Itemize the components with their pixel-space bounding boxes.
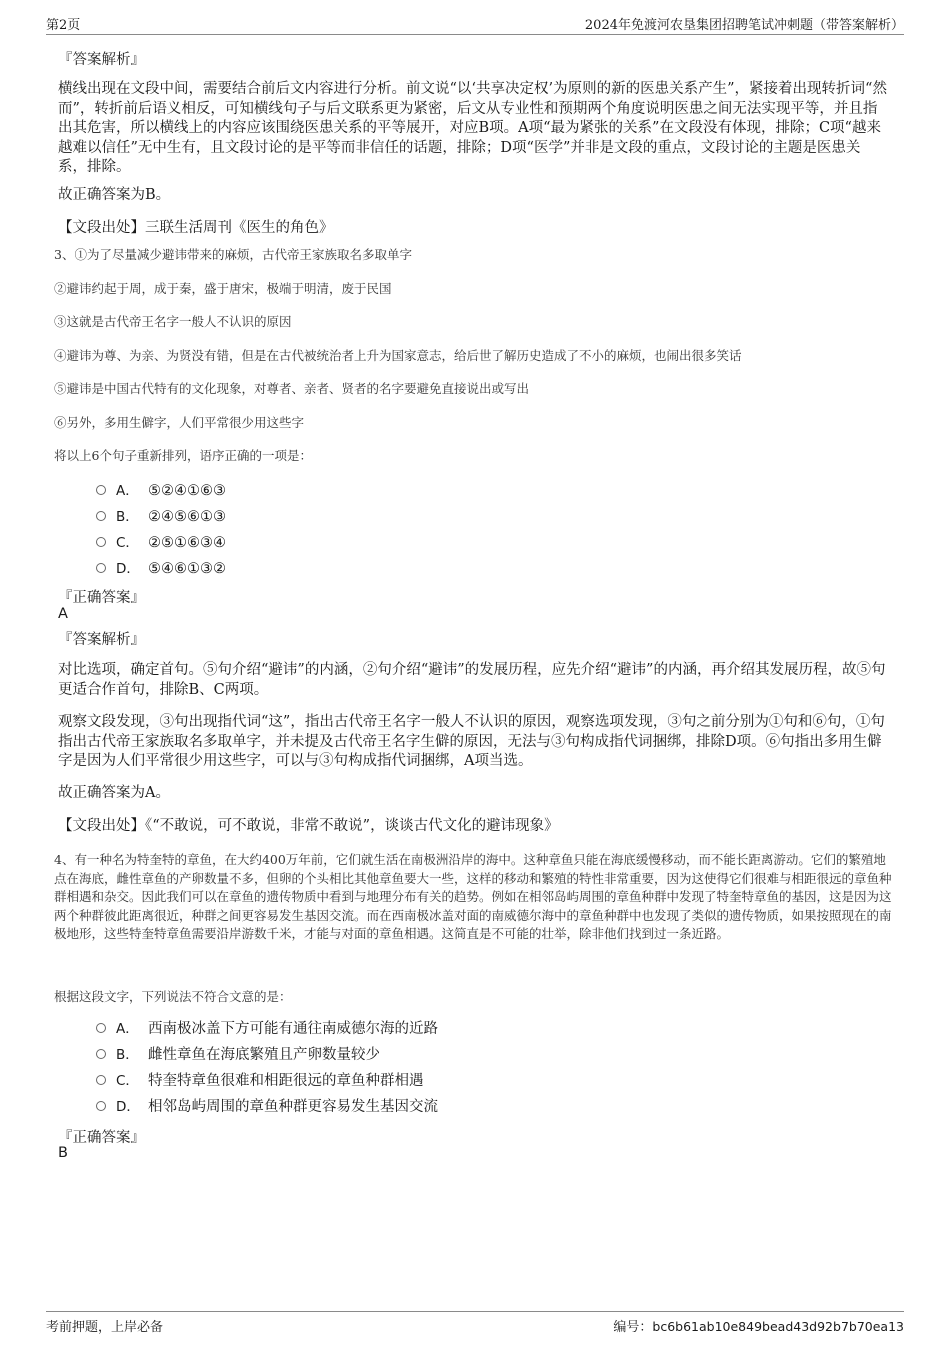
conclusion: 故正确答案为B。 (58, 187, 171, 203)
answer-value: A (58, 606, 68, 622)
footer-slogan: 考前押题，上岸必备 (46, 1320, 164, 1335)
option-b[interactable]: B． ②④⑤⑥①③ (96, 507, 226, 527)
conclusion: 故正确答案为A。 (58, 785, 170, 801)
radio-icon[interactable] (96, 563, 106, 573)
document-title: 2024年免渡河农垦集团招聘笔试冲刺题（带答案解析） (584, 18, 904, 33)
radio-icon[interactable] (96, 1101, 106, 1111)
option-d[interactable]: D． 相邻岛屿周围的章鱼种群更容易发生基因交流 (96, 1097, 438, 1117)
question-prompt: 将以上6个句子重新排列，语序正确的一项是： (54, 448, 312, 463)
answer-value: B (58, 1145, 68, 1161)
question-line: 3、①为了尽量减少避讳带来的麻烦，古代帝王家族取名多取单字 (54, 247, 412, 262)
option-c[interactable]: C． 特奎特章鱼很难和相距很远的章鱼种群相遇 (96, 1071, 424, 1091)
option-c[interactable]: C． ②⑤①⑥③④ (96, 533, 226, 553)
question-prompt: 根据这段文字，下列说法不符合文意的是： (54, 989, 292, 1004)
question-passage: 4、有一种名为特奎特的章鱼，在大约400万年前，它们就生活在南极洲沿岸的海中。这种章鱼只能在海底缓慢移动，而不能长距离游动。它们的繁殖地点在海底，雌性章鱼的产卵数量不多，但卵的个头相比其他章鱼要大一些，这样的移动和繁殖的特性非常重要，因为这使得它们很难与相距很远的章鱼种群相遇和杂交。因此我们可以在章鱼的遗传物质中看到与地理分布有关的趋势。例如在相邻岛屿周围的章鱼种群中发现了特奎特章鱼的基因，这是因为这两个种群彼此距离很近，种群之间更容易发生基因交流。而在西南极冰盖对面的南威德尔海中的章鱼种群中也发现了类似的遗传物质，如果按照现在的南极地形，这些特奎特章鱼需要沿岸游数千米，才能与对面的章鱼相遇。这简直是不可能的壮举，除非他们找到过一条近路。 (54, 852, 892, 941)
answer-heading: 『正确答案』 (58, 1130, 145, 1146)
analysis-heading: 『答案解析』 (58, 52, 145, 68)
radio-icon[interactable] (96, 511, 106, 521)
answer-heading: 『正确答案』 (58, 590, 145, 606)
page-footer (46, 1311, 904, 1334)
question-line: ②避讳约起于周，成于秦，盛于唐宋，极端于明清，废于民国 (54, 281, 392, 296)
page-number: 第2页 (46, 18, 81, 33)
radio-icon[interactable] (96, 1049, 106, 1059)
question-line: ③这就是古代帝王名字一般人不认识的原因 (54, 314, 292, 329)
document-code: 编号：bc6b61ab10e849bead43d92b7b70ea13 (613, 1319, 904, 1335)
question-line: ⑥另外，多用生僻字，人们平常很少用这些字 (54, 415, 305, 430)
analysis-heading: 『答案解析』 (58, 632, 145, 648)
page-header (46, 14, 904, 35)
radio-icon[interactable] (96, 537, 106, 547)
analysis-paragraph: 横线出现在文段中间，需要结合前后文内容进行分析。前文说“以‘共享决定权’为原则的新的医患关系产生”，紧接着出现转折词“然而”，转折前后语义相反，可知横线句子与后文联系更为紧密，后文从专业性和预期两个角度说明医患之间无法实现平等，并且指出其危害，所以横线上的内容应该围绕医患关系的平等展开，对应B项。A项“最为紧张的关系”在文段没有体现，排除；C项“越来越难以信任”无中生有，且文段讨论的是平等而非信任的话题，排除；D项“医学”并非是文段的重点，文段讨论的主题是医患关系，排除。 (58, 81, 887, 175)
source-note: 【文段出处】三联生活周刊《医生的角色》 (58, 220, 334, 236)
analysis-paragraph: 对比选项，确定首句。⑤句介绍“避讳”的内涵，②句介绍“避讳”的发展历程，应先介绍“避讳”的内涵，再介绍其发展历程，故⑤句更适合作首句，排除B、C两项。 (58, 662, 886, 698)
analysis-paragraph: 观察文段发现，③句出现指代词“这”，指出古代帝王名字一般人不认识的原因，观察选项发现，③句之前分别为①句和⑥句，①句指出古代帝王家族取名多取单字，并未提及古代帝王名字生僻的原因，无法与③句构成指代词捆绑，排除D项。⑥句指出多用生僻字是因为人们平常很少用这些字，可以与③句构成指代词捆绑，A项当选。 (58, 714, 885, 769)
radio-icon[interactable] (96, 1023, 106, 1033)
option-a[interactable]: A． 西南极冰盖下方可能有通往南威德尔海的近路 (96, 1019, 438, 1039)
radio-icon[interactable] (96, 1075, 106, 1085)
option-d[interactable]: D． ⑤④⑥①③② (96, 559, 226, 579)
option-b[interactable]: B． 雌性章鱼在海底繁殖且产卵数量较少 (96, 1045, 380, 1065)
option-a[interactable]: A． ⑤②④①⑥③ (96, 481, 226, 501)
question-line: ④避讳为尊、为亲、为贤没有错，但是在古代被统治者上升为国家意志，给后世了解历史造成了不小的麻烦，也闹出很多笑话 (54, 348, 742, 363)
radio-icon[interactable] (96, 485, 106, 495)
question-line: ⑤避讳是中国古代特有的文化现象，对尊者、亲者、贤者的名字要避免直接说出或写出 (54, 381, 530, 396)
source-note: 【文段出处】《“不敢说，可不敢说，非常不敢说”，谈谈古代文化的避讳现象》 (58, 818, 559, 834)
